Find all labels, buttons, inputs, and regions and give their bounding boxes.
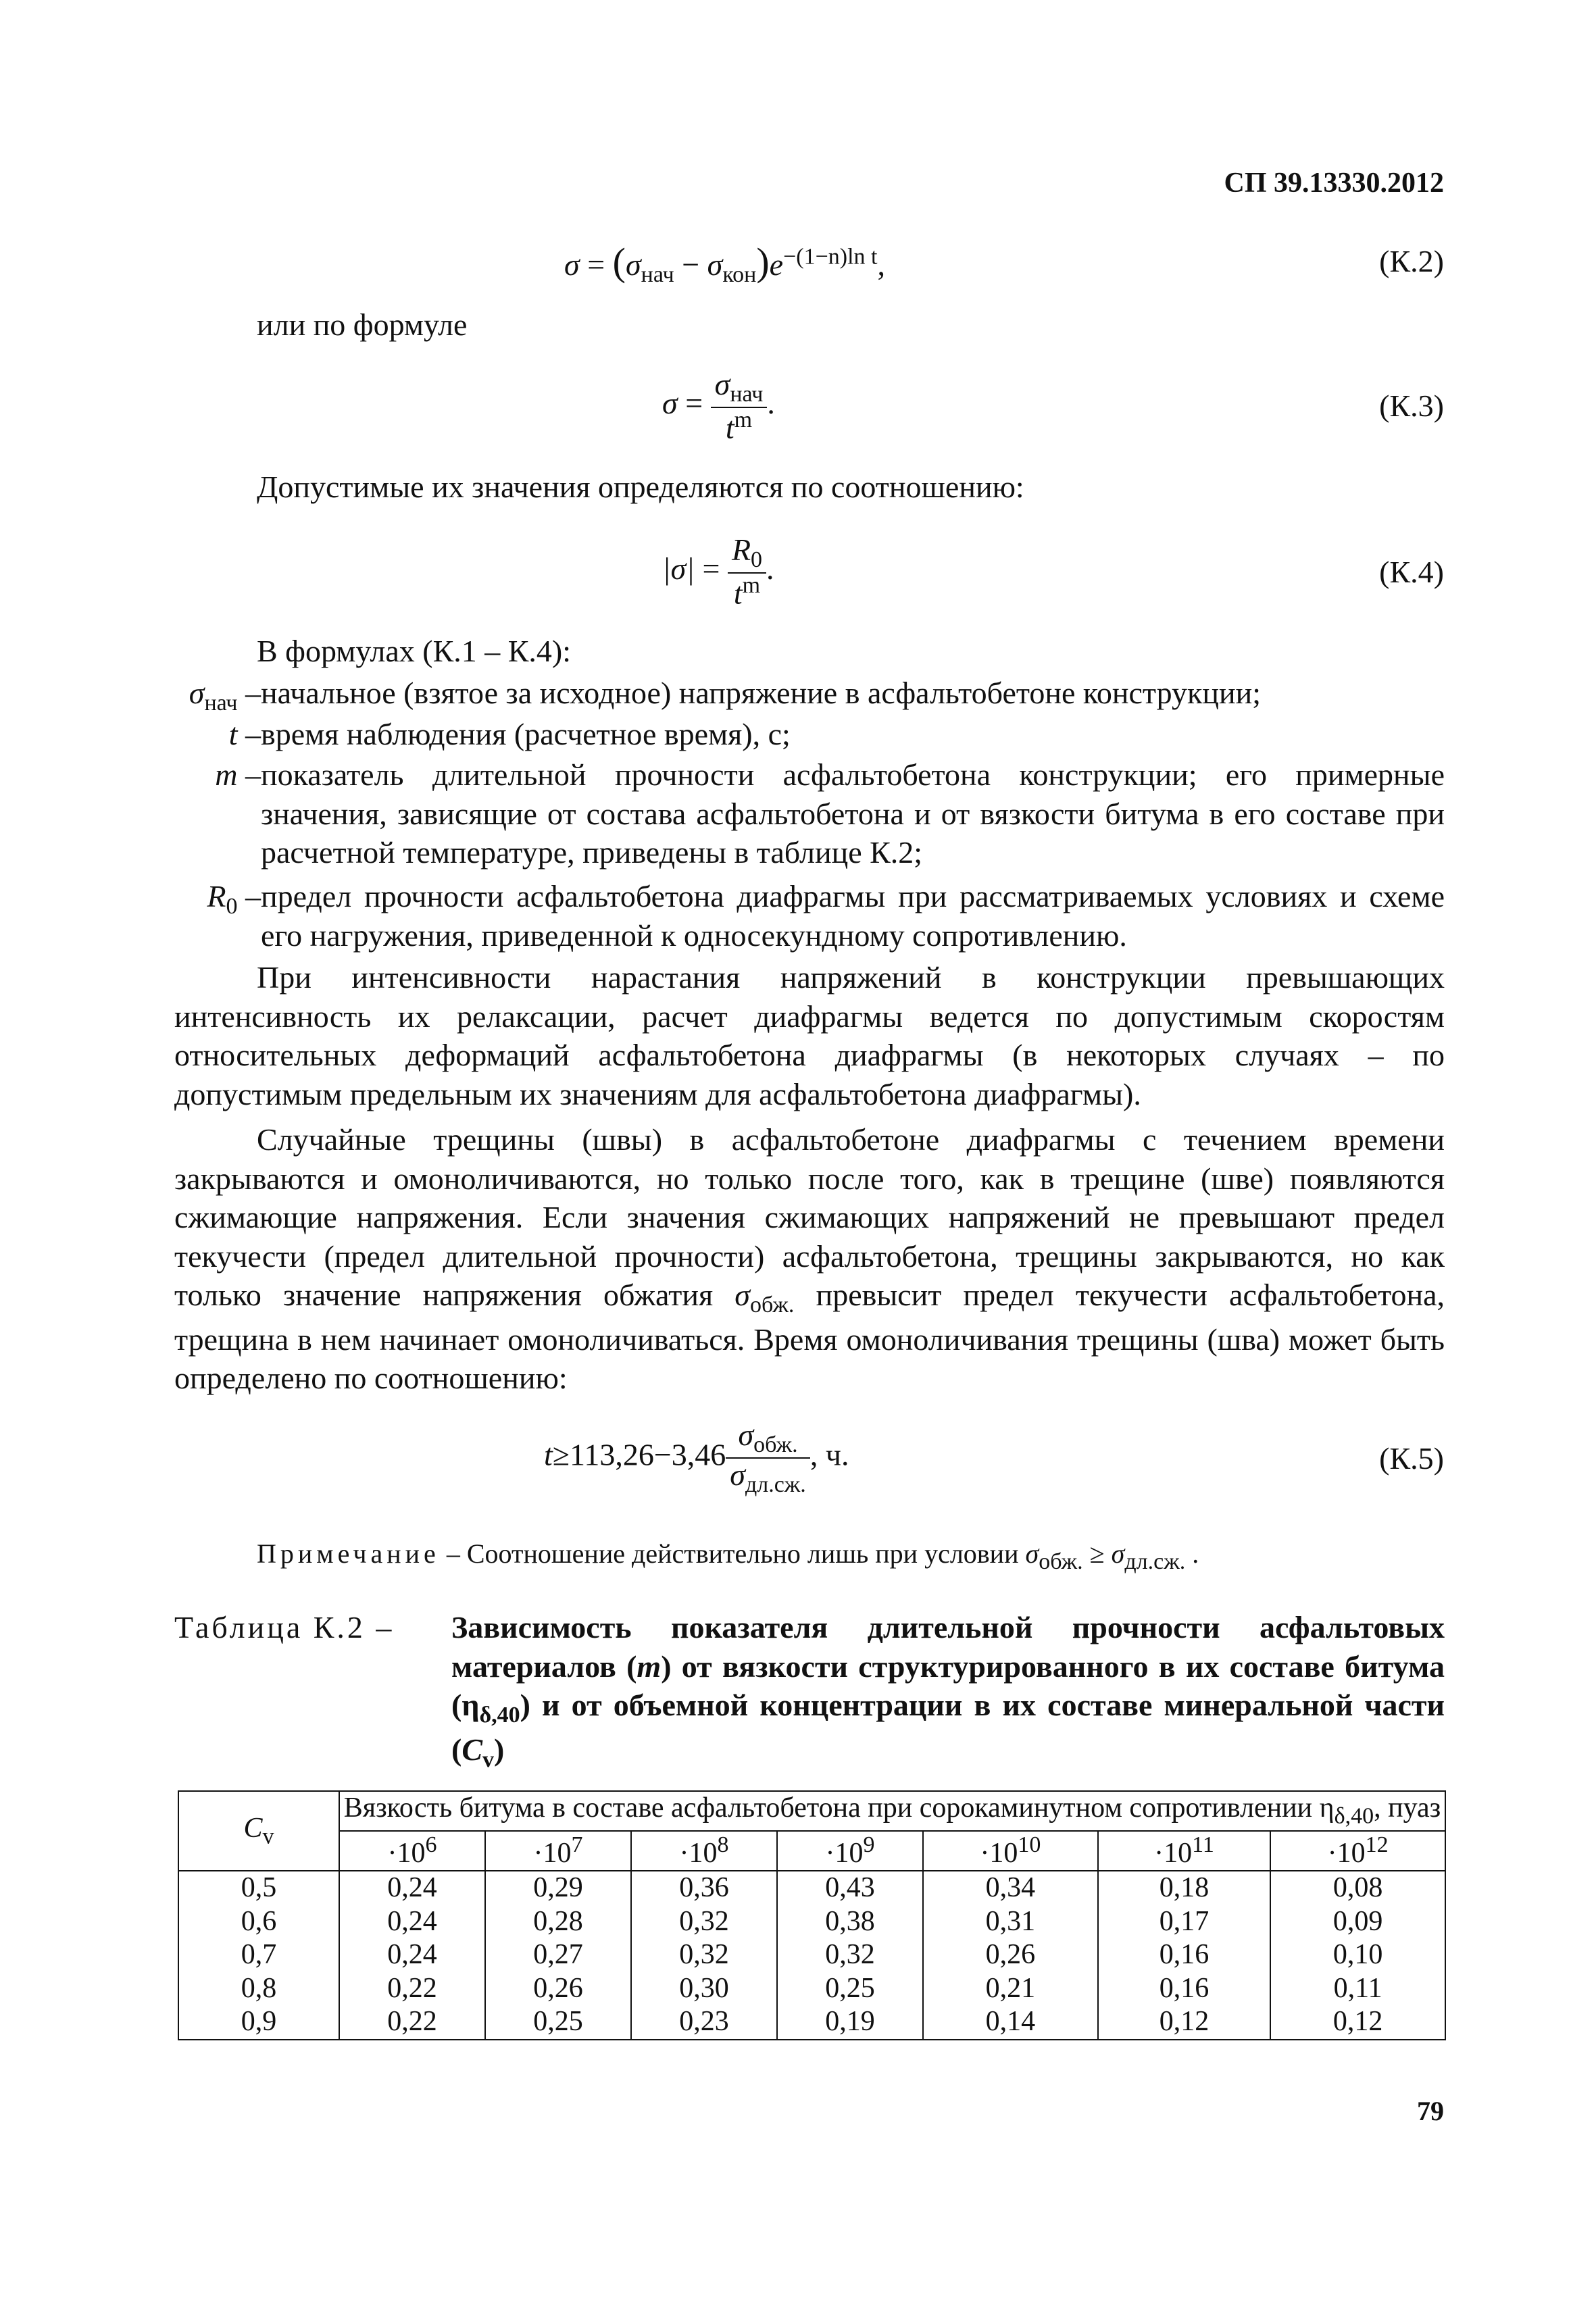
column-multiplier: ·10 (533, 1837, 572, 1869)
table-column-header (923, 1831, 1098, 1871)
note-symbol: σ (1111, 1538, 1125, 1569)
table-cell-cv: 0,5 (178, 1871, 339, 1905)
formula-number-k3: (К.3) (1379, 388, 1444, 423)
column-multiplier: ·10 (825, 1837, 864, 1869)
column-multiplier: ·10 (387, 1837, 426, 1869)
table-cell: 0,32 (631, 1905, 777, 1939)
formula-symbol: σ (714, 367, 730, 401)
formula-subscript: кон (722, 262, 757, 288)
definition-subscript: нач (204, 690, 238, 716)
formula-symbol: σ (662, 385, 678, 420)
column-multiplier: ·10 (679, 1837, 718, 1869)
table-cell: 0,29 (485, 1871, 631, 1905)
definition-subscript: 0 (226, 894, 238, 920)
column-exponent: 11 (1192, 1832, 1214, 1857)
formula-subscript: обж. (753, 1432, 798, 1458)
table-cell-cv: 0,6 (178, 1905, 339, 1939)
formula-punct: . (766, 551, 774, 586)
table-cell: 0,11 (1270, 1972, 1445, 2006)
table-dash: – (365, 1610, 395, 1644)
document-code: СП 39.13330.2012 (1224, 168, 1444, 199)
definition-symbol: R (207, 879, 226, 913)
table-column-header (777, 1831, 923, 1871)
table-cell: 0,24 (339, 1938, 485, 1972)
definition-sigma-initial (174, 674, 1445, 716)
paragraph-text: Случайные трещины (швы) в асфальтобетоне диафрагмы с течением времени закрываются и омоноличиваются, но только после того, как в трещине (шве) появляются сжимающие напряжения. Если значения сжимающих напряжений не превышают предел текучести (предел длительной прочности) асфальтобетона, трещины закрываются, но как только значение напряжения обжатия (174, 1122, 1445, 1312)
formula-k5 (544, 1419, 849, 1497)
column-exponent: 7 (571, 1832, 583, 1857)
formula-expression: ≥113,26−3,46 (552, 1437, 726, 1472)
k4-intro: Допустимые их значения определяются по соотношению: (257, 470, 1024, 504)
table-cell: 0,17 (1098, 1905, 1270, 1939)
table-caption (174, 1608, 1445, 1774)
definition-dash: – (237, 676, 261, 710)
column-exponent: 12 (1365, 1832, 1389, 1857)
table-title-symbol: m (637, 1649, 662, 1684)
table-header-unit: , пуаз (1374, 1792, 1441, 1823)
table-column-header (631, 1831, 777, 1871)
table-header-subscript: δ,40 (1334, 1803, 1374, 1829)
definition-text: время наблюдения (расчетное время), с; (261, 717, 791, 751)
column-exponent: 6 (425, 1832, 437, 1857)
note-relation: ≥ (1082, 1538, 1112, 1569)
table-cell: 0,09 (1270, 1905, 1445, 1939)
table-title-symbol: C (462, 1732, 483, 1767)
formula-subscript: нач (641, 262, 674, 288)
table-cell: 0,18 (1098, 1871, 1270, 1905)
formula-punct: , ч. (809, 1437, 849, 1472)
note (257, 1537, 1199, 1577)
formula-exponent: m (734, 407, 753, 432)
column-exponent: 8 (717, 1832, 729, 1857)
definition-text: показатель длительной прочности асфальтобетона конструкции; его примерные значения, зависящие от состава асфальтобетона и от вязкости битума в его составе при расчетной температуре, приведены в таблице К.2; (261, 757, 1445, 870)
formula-symbol: σ (738, 1417, 754, 1452)
table-title-subscript: δ,40 (479, 1703, 520, 1728)
definition-time (174, 715, 1445, 754)
table-cell: 0,16 (1098, 1938, 1270, 1972)
table-cell-cv: 0,8 (178, 1972, 339, 2006)
definition-text: начальное (взятое за исходное) напряжение в асфальтобетоне конструкции; (261, 676, 1261, 710)
column-multiplier: ·10 (1154, 1837, 1193, 1869)
table-cell: 0,12 (1270, 2005, 1445, 2040)
table-cell: 0,12 (1098, 2005, 1270, 2040)
formula-symbol: t (544, 1437, 553, 1472)
table-cell: 0,31 (923, 1905, 1098, 1939)
table-cell: 0,25 (777, 1972, 923, 2006)
formula-punct: . (767, 385, 775, 420)
table-cell: 0,30 (631, 1972, 777, 2006)
definition-dash: – (237, 757, 261, 792)
formula-operator: = (587, 247, 605, 282)
inline-subscript: обж. (749, 1292, 795, 1318)
paragraph-text: превысит предел текучести асфальтобетона, трещина в нем начинает омоноличиваться. Время омоноличивания трещины (шва) может быть определено по соотношению: (174, 1278, 1445, 1396)
formula-operator: − (682, 247, 700, 282)
table-row (178, 1905, 1445, 1939)
formula-number-k4: (К.4) (1379, 555, 1444, 589)
table-cell: 0,08 (1270, 1871, 1445, 1905)
table-title (451, 1608, 1445, 1774)
note-label: Примечание (257, 1538, 440, 1569)
table-cell: 0,21 (923, 1972, 1098, 2006)
k3-intro: или по формуле (257, 307, 468, 342)
table-label: Таблица К.2 (174, 1610, 366, 1644)
table-cell-cv: 0,9 (178, 2005, 339, 2040)
table-column-header (1098, 1831, 1270, 1871)
table-cell: 0,28 (485, 1905, 631, 1939)
formula-symbol: t (733, 576, 743, 611)
formula-subscript: 0 (751, 547, 763, 573)
table-header-subscript: v (262, 1823, 274, 1849)
note-text: . (1185, 1538, 1199, 1569)
table-column-header (1270, 1831, 1445, 1871)
table-row (178, 2005, 1445, 2040)
formula-exponent: m (742, 572, 761, 598)
table-cell: 0,32 (777, 1938, 923, 1972)
table-cell: 0,27 (485, 1938, 631, 1972)
formula-k2 (564, 238, 885, 290)
where-intro: В формулах (К.1 – К.4): (257, 634, 572, 668)
table-title-text: Зависимость показателя длительной прочности асфальтовых материалов ( (451, 1610, 1445, 1684)
table-cell-cv: 0,7 (178, 1938, 339, 1972)
table-header-symbol: C (243, 1812, 263, 1844)
definition-dash: – (237, 717, 261, 751)
definition-symbol: σ (189, 676, 205, 710)
column-exponent: 9 (863, 1832, 875, 1857)
definition-symbol: t (228, 717, 238, 751)
formula-k4 (662, 534, 774, 610)
table-row (178, 1871, 1445, 1905)
formula-paren: ) (756, 240, 770, 284)
formula-operator: = (702, 551, 720, 586)
table-title-text: ) от вязкости структурированного в их составе битума (η (451, 1649, 1445, 1722)
table-header-viscosity (339, 1791, 1445, 1831)
table-cell: 0,22 (339, 1972, 485, 2006)
formula-symbol: σ (625, 247, 641, 282)
data-table (178, 1790, 1446, 2040)
formula-paren: ( (612, 240, 626, 284)
formula-fraction (711, 368, 768, 445)
formula-number-k2: (К.2) (1379, 244, 1444, 278)
formula-subscript: дл.сж. (745, 1472, 806, 1498)
formula-symbol: σ (730, 1457, 745, 1492)
formula-punct: , (877, 247, 885, 282)
formula-fraction (726, 1419, 810, 1497)
table-column-header (339, 1831, 485, 1871)
column-multiplier: ·10 (1327, 1837, 1366, 1869)
note-subscript: обж. (1039, 1549, 1083, 1574)
table-header-cv (178, 1791, 339, 1871)
table-cell: 0,38 (777, 1905, 923, 1939)
table-title-subscript: v (482, 1746, 495, 1772)
formula-operator: = (685, 385, 703, 420)
formula-symbol: t (725, 410, 734, 445)
table-cell: 0,32 (631, 1938, 777, 1972)
formula-symbol: R (731, 532, 751, 567)
table-cell: 0,26 (923, 1938, 1098, 1972)
table-cell: 0,10 (1270, 1938, 1445, 1972)
formula-symbol: σ (564, 247, 580, 282)
formula-fraction (728, 534, 766, 610)
table-title-text: ) и от объемной концентрации в их составе минеральной части ( (451, 1688, 1445, 1767)
formula-symbol: |σ| (662, 551, 695, 586)
paragraph-2 (174, 1120, 1445, 1398)
definition-m (174, 755, 1445, 872)
column-multiplier: ·10 (980, 1837, 1018, 1869)
table-header-text: Вязкость битума в составе асфальтобетона при сорокаминутном сопротивлении η (343, 1792, 1335, 1823)
table-cell: 0,26 (485, 1972, 631, 2006)
table-column-header (485, 1831, 631, 1871)
table-cell: 0,19 (777, 2005, 923, 2040)
formula-subscript: нач (730, 382, 764, 407)
table-cell: 0,16 (1098, 1972, 1270, 2006)
formula-exponent: −(1−n)ln t (783, 244, 878, 270)
page-number: 79 (1417, 2096, 1444, 2126)
definition-dash: – (237, 879, 261, 913)
formula-number-k5: (К.5) (1379, 1441, 1444, 1476)
table-cell: 0,24 (339, 1905, 485, 1939)
definition-r0 (174, 877, 1445, 955)
table-cell: 0,34 (923, 1871, 1098, 1905)
note-subscript: дл.сж. (1124, 1549, 1186, 1574)
table-title-text: ) (494, 1732, 505, 1767)
table-row (178, 1938, 1445, 1972)
table-cell: 0,14 (923, 2005, 1098, 2040)
definition-symbol: m (215, 757, 238, 792)
note-symbol: σ (1025, 1538, 1039, 1569)
inline-symbol: σ (734, 1278, 750, 1312)
formula-k3 (662, 368, 775, 445)
definition-text: предел прочности асфальтобетона диафрагмы при рассматриваемых условиях и схеме его нагружения, приведенной к односекундному сопротивлению. (261, 879, 1445, 953)
paragraph-1: При интенсивности нарастания напряжений в конструкции превышающих интенсивность их релаксации, расчет диафрагмы ведется по допустимым скоростям относительных деформаций асфальтобетона диафрагмы (в некоторых случаях – по допустимым предельным их значениям для асфальтобетона диафрагмы). (174, 960, 1445, 1111)
table-cell: 0,25 (485, 2005, 631, 2040)
note-text: – Соотношение действительно лишь при условии (439, 1538, 1026, 1569)
table-cell: 0,22 (339, 2005, 485, 2040)
formula-symbol: e (769, 247, 784, 282)
table-cell: 0,24 (339, 1871, 485, 1905)
table-cell: 0,43 (777, 1871, 923, 1905)
table-cell: 0,23 (631, 2005, 777, 2040)
table-cell: 0,36 (631, 1871, 777, 1905)
column-exponent: 10 (1018, 1832, 1041, 1857)
formula-symbol: σ (707, 247, 723, 282)
table-row (178, 1972, 1445, 2006)
